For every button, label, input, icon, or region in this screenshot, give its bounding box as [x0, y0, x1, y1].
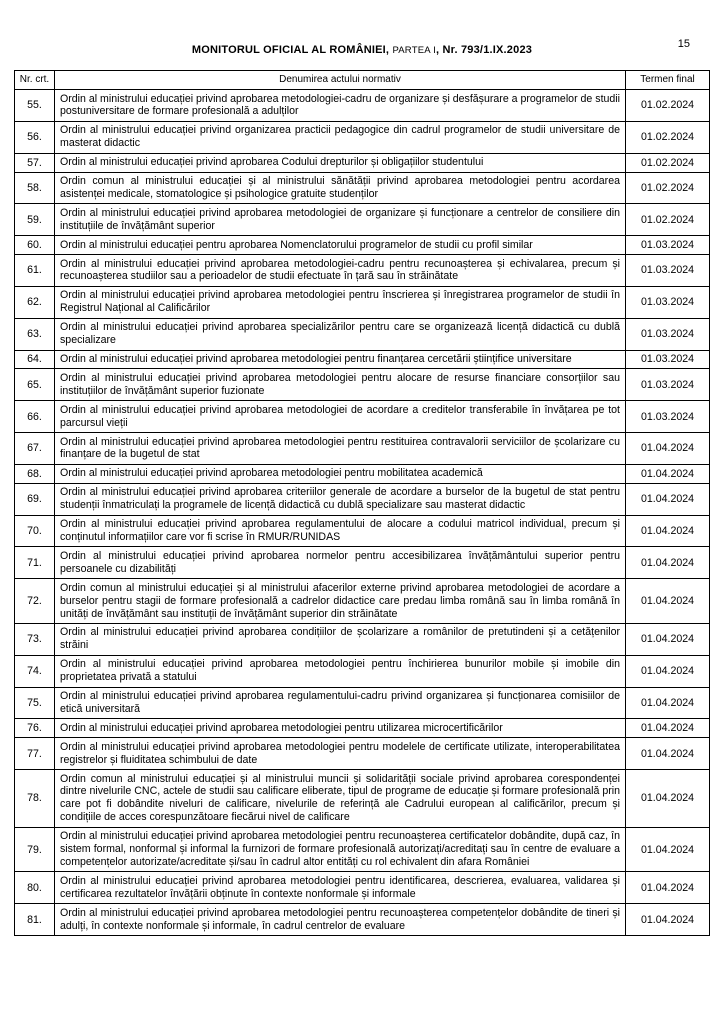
row-number: 75. — [15, 687, 55, 719]
row-number: 78. — [15, 770, 55, 828]
row-act-title: Ordin al ministrului educației privind aprobarea Codului drepturilor și obligațiilor studentului — [55, 153, 626, 172]
publication-part-label: PARTEA I — [392, 45, 436, 56]
row-act-title: Ordin comun al ministrului educației și al ministrului sănătății privind aprobarea metodologiei pentru acordarea asistenței medicale, stomatologice și psihologice gratuite studenților — [55, 172, 626, 204]
table-row — [15, 286, 710, 318]
row-act-title: Ordin al ministrului educației privind aprobarea metodologiei de acordare a creditelor transferabile în învățarea pe tot parcursul vieții — [55, 401, 626, 433]
row-deadline: 01.04.2024 — [626, 515, 710, 547]
row-act-title: Ordin al ministrului educației privind aprobarea metodologiei pentru identificarea, descrierea, evaluarea, validarea și certificarea rezultatelor învățării obținute în contexte nonformale și informale — [55, 872, 626, 904]
publication-part — [392, 45, 436, 56]
row-act-title: Ordin al ministrului educației privind aprobarea metodologiei pentru înscrierea și înregistrarea programelor de studii în Registrul Național al Calificărilor — [55, 286, 626, 318]
table-row — [15, 172, 710, 204]
row-number: 65. — [15, 369, 55, 401]
row-act-title: Ordin al ministrului educației privind aprobarea metodologiei pentru alocare de resurse financiare consorțiilor sau instituțiilor de învățământ superior fuzionate — [55, 369, 626, 401]
table-row — [15, 369, 710, 401]
row-act-title: Ordin al ministrului educației privind aprobarea metodologiei de organizare și funcționare a centrelor de consiliere din instituțiile de învățământ superior — [55, 204, 626, 236]
row-number: 70. — [15, 515, 55, 547]
table-row — [15, 255, 710, 287]
row-deadline: 01.04.2024 — [626, 738, 710, 770]
row-act-title: Ordin al ministrului educației pentru aprobarea Nomenclatorului programelor de studii cu profil similar — [55, 236, 626, 255]
row-deadline: 01.03.2024 — [626, 318, 710, 350]
row-number: 61. — [15, 255, 55, 287]
row-act-title: Ordin al ministrului educației privind aprobarea condițiilor de școlarizare a românilor de pretutindeni și a cetățenilor străini — [55, 623, 626, 655]
row-number: 68. — [15, 464, 55, 483]
acts-table — [14, 70, 710, 936]
row-deadline: 01.03.2024 — [626, 286, 710, 318]
row-act-title: Ordin comun al ministrului educației și al ministrului afacerilor externe privind aprobarea metodologiei de acordare a burselor pentru stagii de formare profesională a cadrelor didactice care predau limba română sau în limba română în unități de învățământ sau instituții de învățământ superior din străinătate — [55, 579, 626, 624]
row-deadline: 01.02.2024 — [626, 172, 710, 204]
table-header — [15, 71, 710, 90]
table-body — [15, 90, 710, 936]
column-header-termen: Termen final — [626, 71, 710, 90]
row-deadline: 01.04.2024 — [626, 655, 710, 687]
table-row — [15, 464, 710, 483]
row-number: 81. — [15, 904, 55, 936]
row-deadline: 01.04.2024 — [626, 433, 710, 465]
table-row — [15, 153, 710, 172]
table-row — [15, 121, 710, 153]
row-act-title: Ordin al ministrului educației privind aprobarea metodologiei pentru recunoașterea competențelor dobândite de tineri și adulți, în contexte nonformale și informale, în cadrul centrelor de evaluare — [55, 904, 626, 936]
row-act-title: Ordin al ministrului educației privind aprobarea specializărilor pentru care se organizează licență didactică cu dublă specializare — [55, 318, 626, 350]
table-row — [15, 483, 710, 515]
row-deadline: 01.03.2024 — [626, 350, 710, 369]
row-number: 56. — [15, 121, 55, 153]
row-number: 74. — [15, 655, 55, 687]
table-row — [15, 827, 710, 872]
row-act-title: Ordin al ministrului educației privind aprobarea metodologiei pentru modelele de certificate utilizate, interoperabilitatea registrelor și fluiditatea schimbului de date — [55, 738, 626, 770]
column-header-nr: Nr. crt. — [15, 71, 55, 90]
publication-title: MONITORUL OFICIAL AL ROMÂNIEI, — [191, 44, 390, 56]
table-row — [15, 204, 710, 236]
row-act-title: Ordin al ministrului educației privind aprobarea metodologiei-cadru de organizare și desfășurare a programelor de studii postuniversitare de formare profesională a adulților — [55, 90, 626, 122]
row-number: 55. — [15, 90, 55, 122]
row-deadline: 01.03.2024 — [626, 255, 710, 287]
row-act-title: Ordin al ministrului educației privind aprobarea criteriilor generale de acordare a burselor de la bugetul de stat pentru studenții înmatriculați la programele de licență didactică cu dublă specializare sau masterat didactic — [55, 483, 626, 515]
row-number: 60. — [15, 236, 55, 255]
row-act-title: Ordin al ministrului educației privind aprobarea metodologiei pentru mobilitatea academică — [55, 464, 626, 483]
page-number: 15 — [677, 38, 690, 50]
row-act-title: Ordin al ministrului educației privind aprobarea metodologiei pentru restituirea contravalorii serviciilor de școlarizare cu finanțare de la bugetul de stat — [55, 433, 626, 465]
table-row — [15, 719, 710, 738]
row-deadline: 01.04.2024 — [626, 623, 710, 655]
row-act-title: Ordin al ministrului educației privind organizarea practicii pedagogice din cadrul programelor de studii universitare de masterat didactic — [55, 121, 626, 153]
row-act-title: Ordin al ministrului educației privind aprobarea metodologiei-cadru pentru recunoașterea și echivalarea, precum și recunoașterea studiilor sau a perioadelor de studii efectuate în țară sau în străinătate — [55, 255, 626, 287]
row-number: 66. — [15, 401, 55, 433]
publication-issue: , Nr. 793/1.IX.2023 — [435, 44, 533, 56]
table-row — [15, 350, 710, 369]
row-deadline: 01.04.2024 — [626, 547, 710, 579]
table-row — [15, 623, 710, 655]
table-row — [15, 655, 710, 687]
table-row — [15, 579, 710, 624]
row-deadline: 01.04.2024 — [626, 464, 710, 483]
row-number: 71. — [15, 547, 55, 579]
row-number: 80. — [15, 872, 55, 904]
row-act-title: Ordin al ministrului educației privind aprobarea metodologiei pentru închirierea bunurilor mobile și imobile din proprietatea privată a statului — [55, 655, 626, 687]
table-row — [15, 770, 710, 828]
row-act-title: Ordin al ministrului educației privind aprobarea regulamentului de alocare a codului matricol individual, precum și conținutul informațiilor care vor fi scrise în RMUR/RUNIDAS — [55, 515, 626, 547]
row-deadline: 01.04.2024 — [626, 872, 710, 904]
row-number: 79. — [15, 827, 55, 872]
row-number: 63. — [15, 318, 55, 350]
row-number: 72. — [15, 579, 55, 624]
table-row — [15, 547, 710, 579]
row-number: 69. — [15, 483, 55, 515]
row-number: 62. — [15, 286, 55, 318]
table-row — [15, 515, 710, 547]
row-deadline: 01.02.2024 — [626, 90, 710, 122]
row-number: 67. — [15, 433, 55, 465]
document-header — [0, 44, 724, 56]
row-deadline: 01.02.2024 — [626, 204, 710, 236]
row-number: 76. — [15, 719, 55, 738]
row-deadline: 01.03.2024 — [626, 236, 710, 255]
row-act-title: Ordin al ministrului educației privind aprobarea metodologiei pentru utilizarea microcertificărilor — [55, 719, 626, 738]
row-deadline: 01.04.2024 — [626, 827, 710, 872]
table-row — [15, 90, 710, 122]
row-deadline: 01.04.2024 — [626, 904, 710, 936]
row-deadline: 01.03.2024 — [626, 401, 710, 433]
table-row — [15, 401, 710, 433]
row-deadline: 01.03.2024 — [626, 369, 710, 401]
table-row — [15, 318, 710, 350]
table-row — [15, 872, 710, 904]
row-deadline: 01.04.2024 — [626, 483, 710, 515]
column-header-denumire: Denumirea actului normativ — [55, 71, 626, 90]
row-number: 59. — [15, 204, 55, 236]
row-act-title: Ordin al ministrului educației privind aprobarea metodologiei pentru finanțarea cercetării științifice universitare — [55, 350, 626, 369]
row-deadline: 01.04.2024 — [626, 579, 710, 624]
row-number: 57. — [15, 153, 55, 172]
table-row — [15, 433, 710, 465]
table-row — [15, 236, 710, 255]
row-deadline: 01.04.2024 — [626, 687, 710, 719]
row-act-title: Ordin al ministrului educației privind aprobarea regulamentului-cadru privind organizarea și funcționarea comisiilor de etică universitară — [55, 687, 626, 719]
row-deadline: 01.04.2024 — [626, 719, 710, 738]
row-deadline: 01.02.2024 — [626, 153, 710, 172]
table-row — [15, 687, 710, 719]
row-deadline: 01.04.2024 — [626, 770, 710, 828]
row-act-title: Ordin al ministrului educației privind aprobarea normelor pentru accesibilizarea învățământului superior pentru persoanele cu dizabilități — [55, 547, 626, 579]
row-act-title: Ordin comun al ministrului educației și al ministrului muncii și solidarității sociale privind aprobarea corespondenței dintre nivelurile CNC, actele de studii sau calificare eliberate, tipul de programe de educație și formare profesională prin care pot fi dobândite niveluri de calificare, nivelurile de referință ale Cadrului european al calificărilor, precum și condițiile de acces corespunzătoare fiecărui nivel de calificare — [55, 770, 626, 828]
row-number: 58. — [15, 172, 55, 204]
row-number: 77. — [15, 738, 55, 770]
row-deadline: 01.02.2024 — [626, 121, 710, 153]
table-row — [15, 738, 710, 770]
row-number: 73. — [15, 623, 55, 655]
row-act-title: Ordin al ministrului educației privind aprobarea metodologiei pentru recunoașterea certificatelor dobândite, după caz, în sistem formal, nonformal și informal la furnizori de formare profesională autorizați/acreditați sau în centre de evaluare a competențelor autorizate/acreditate și/sau în cadrul altor entități cu rol echivalent din afara României — [55, 827, 626, 872]
table-row — [15, 904, 710, 936]
row-number: 64. — [15, 350, 55, 369]
